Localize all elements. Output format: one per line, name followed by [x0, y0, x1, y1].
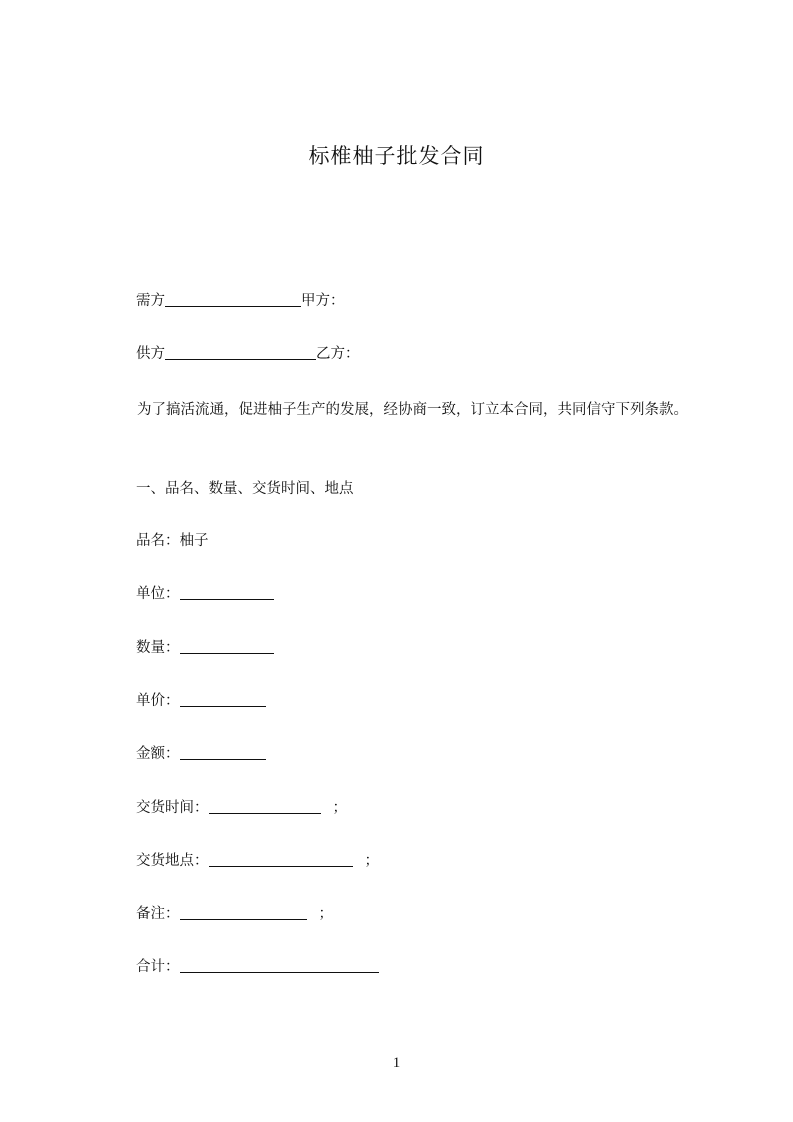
seller-line: [136, 344, 360, 364]
amount-line: [136, 744, 266, 764]
seller-blank: [165, 345, 316, 360]
delivery-time-blank: [209, 799, 321, 814]
unit-line: [136, 584, 274, 604]
delivery-place-semicolon: ；: [364, 853, 379, 869]
product-line: [136, 531, 209, 551]
delivery-place-label: 交货地点：: [136, 853, 209, 869]
total-label: 合计：: [136, 959, 180, 975]
delivery-time-semicolon: ；: [332, 800, 347, 816]
seller-suffix: 乙方：: [316, 346, 360, 362]
page-number: 1: [392, 1055, 401, 1071]
buyer-label: 需方: [136, 293, 165, 309]
notes-semicolon: ；: [318, 906, 333, 922]
unit-blank: [180, 585, 274, 600]
intro-paragraph: 为了搞活流通，促进柚子生产的发展，经协商一致，订立本合同，共同信守下列条款。: [137, 402, 688, 418]
buyer-blank: [165, 292, 301, 307]
total-blank: [180, 958, 379, 973]
total-line: [136, 957, 379, 977]
unit-price-blank: [180, 692, 266, 707]
seller-label: 供方: [136, 346, 165, 362]
quantity-blank: [180, 639, 274, 654]
delivery-time-label: 交货时间：: [136, 800, 209, 816]
quantity-label: 数量：: [136, 640, 180, 656]
product-label: 品名：: [136, 533, 180, 549]
buyer-line: [136, 291, 345, 311]
document-title: 标椎柚子批发合同: [308, 144, 485, 168]
unit-price-line: [136, 691, 266, 711]
delivery-place-line: [136, 851, 379, 871]
quantity-line: [136, 638, 274, 658]
amount-blank: [180, 745, 266, 760]
delivery-place-blank: [209, 852, 353, 867]
amount-label: 金额：: [136, 746, 180, 762]
notes-blank: [180, 905, 307, 920]
section1-heading: 一、品名、数量、交货时间、地点: [136, 481, 354, 497]
product-value: 柚子: [179, 533, 209, 549]
delivery-time-line: [136, 798, 347, 818]
buyer-suffix: 甲方：: [301, 293, 345, 309]
unit-price-label: 单价：: [136, 693, 180, 709]
notes-label: 备注：: [136, 906, 180, 922]
notes-line: [136, 904, 333, 924]
unit-label: 单位：: [136, 586, 180, 602]
